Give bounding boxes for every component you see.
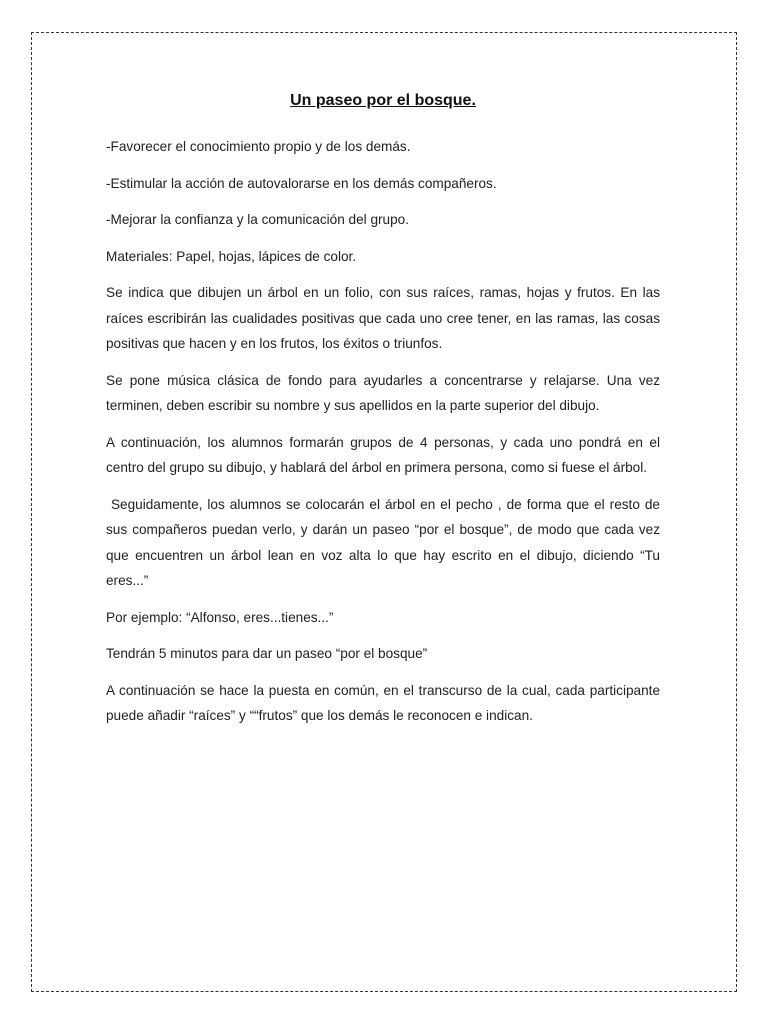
instructions-paragraph: Se indica que dibujen un árbol en un folio, con sus raíces, ramas, hojas y frutos. En las raíces escribirán las cualidades positivas que cada uno cree tener, en las ramas, las cosas positivas que hacen y en los frutos, los éxitos o triunfos. — [106, 285, 660, 351]
objective-3: -Mejorar la confianza y la comunicación del grupo. — [106, 212, 409, 227]
objective-1: -Favorecer el conocimiento propio y de los demás. — [106, 139, 411, 154]
closing-paragraph: A continuación se hace la puesta en común, en el transcurso de la cual, cada participante puede añadir “raíces” y ““frutos” que los demás le reconocen e indican. — [106, 682, 660, 723]
example-paragraph: Por ejemplo: “Alfonso, eres...tienes...” — [106, 609, 334, 625]
walk-paragraph: Seguidamente, los alumnos se colocarán el árbol en el pecho , de forma que el resto de sus compañeros puedan verlo, y darán un paseo “por el bosque”, de modo que cada vez que encuentren un árbol lean en voz alta lo que hay escrito en el dibujo, diciendo “Tu eres...” — [106, 496, 664, 588]
materials-paragraph: Materiales: Papel, hojas, lápices de color. — [106, 248, 357, 264]
document-body — [106, 88, 664, 740]
music-paragraph: Se pone música clásica de fondo para ayudarles a concentrarse y relajarse. Una vez terminen, deben escribir su nombre y sus apellidos en la parte superior del dibujo. — [106, 372, 660, 413]
document-title: Un paseo por el bosque. — [290, 92, 476, 109]
objective-2: -Estimular la acción de autovalorarse en los demás compañeros. — [106, 175, 497, 191]
time-paragraph: Tendrán 5 minutos para dar un paseo “por el bosque” — [106, 646, 428, 661]
groups-paragraph: A continuación, los alumnos formarán grupos de 4 personas, y cada uno pondrá en el centro del grupo su dibujo, y hablará del árbol en primera persona, como si fuese el árbol. — [106, 434, 660, 475]
